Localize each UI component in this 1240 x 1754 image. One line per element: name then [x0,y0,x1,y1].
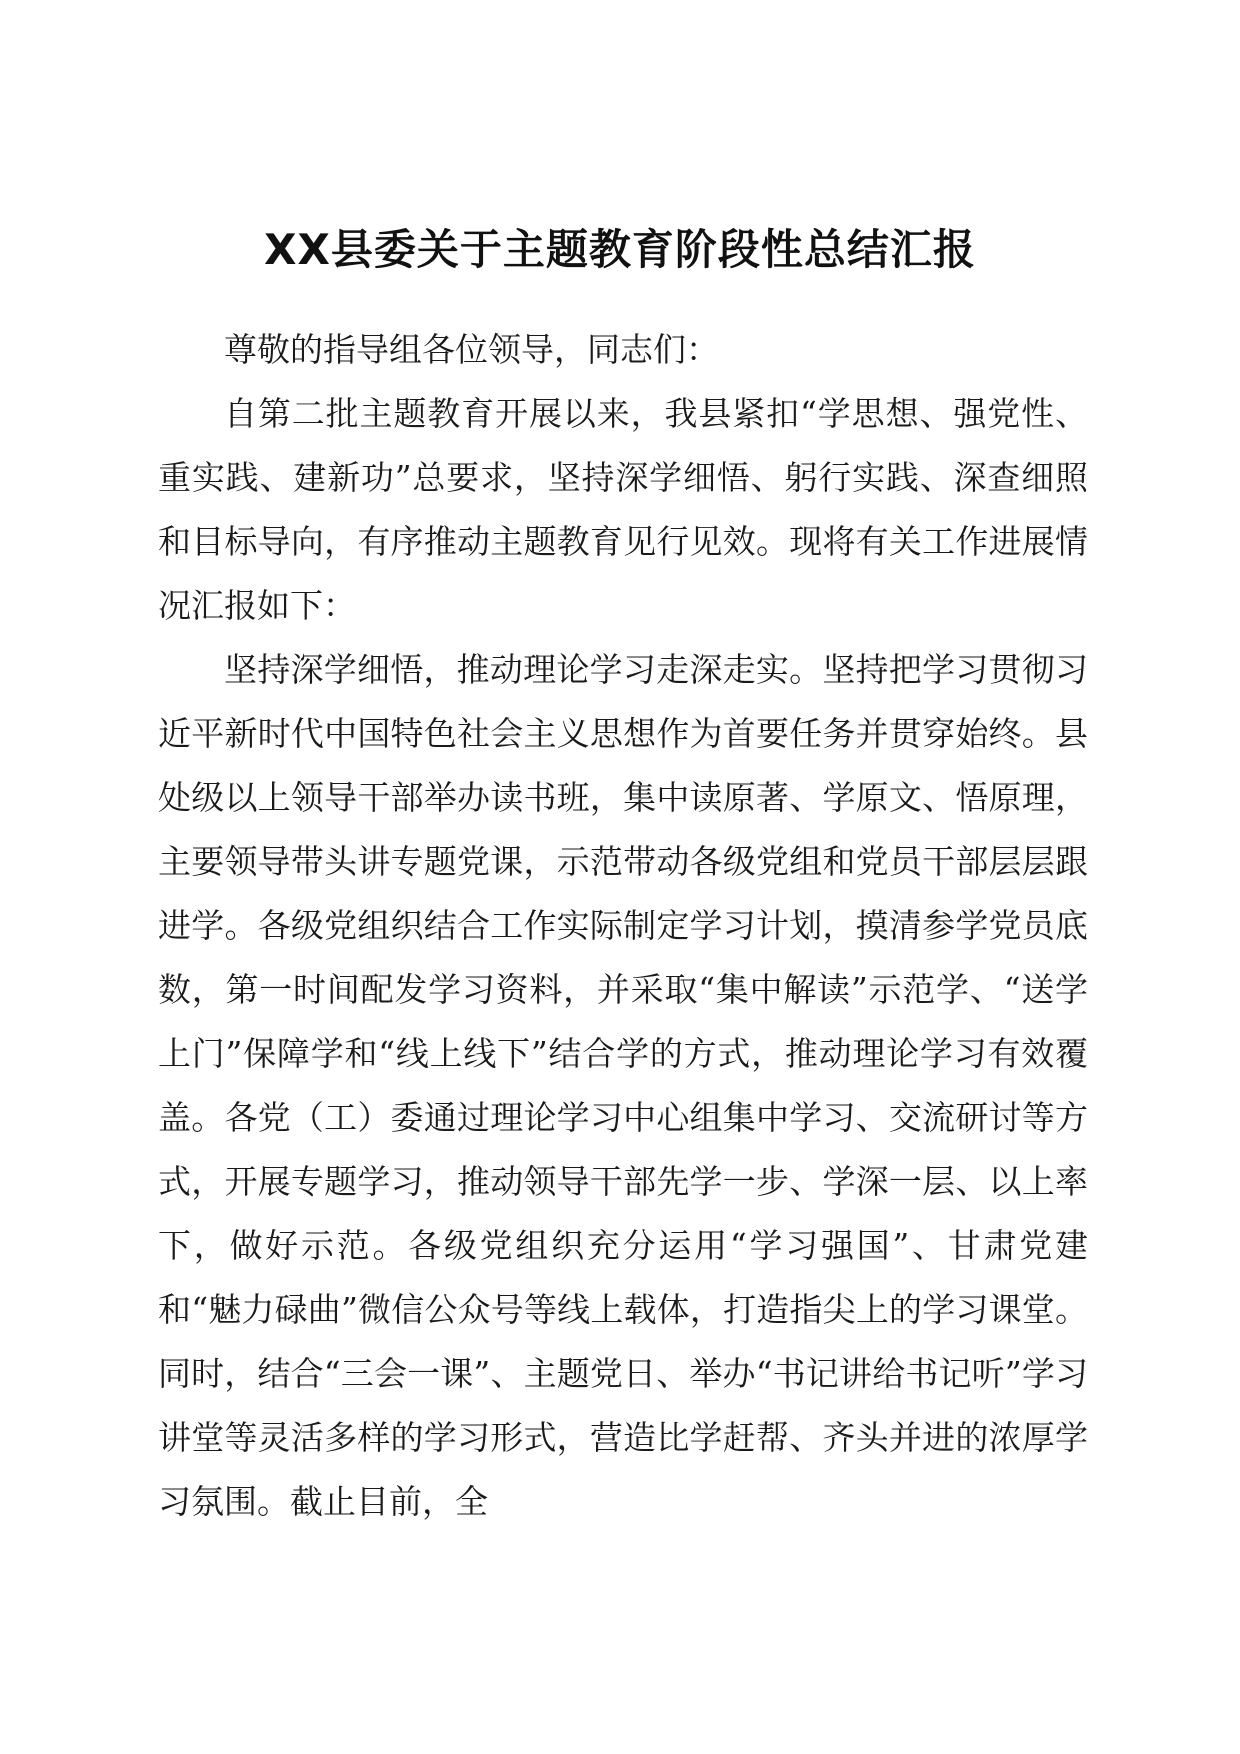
paragraph-intro: 自第二批主题教育开展以来，我县紧扣“学思想、强党性、重实践、建新功”总要求，坚持深学细悟、躬行实践、深查细照和目标导向，有序推动主题教育见行见效。现将有关工作进展情况汇报如下： [158,394,1088,625]
document-title: XX县委关于主题教育阶段性总结汇报 [264,225,976,274]
paragraph-theory-study: 坚持深学细悟，推动理论学习走深走实。坚持把学习贯彻习近平新时代中国特色社会主义思想作为首要任务并贯穿始终。县处级以上领导干部举办读书班，集中读原著、学原文、悟原理，主要领导带头讲专题党课，示范带动各级党组和党员干部层层跟进学。各级党组织结合工作实际制定学习计划，摸清参学党员底数，第一时间配发学习资料，并采取“集中解读”示范学、“送学上门”保障学和“线上线下”结合学的方式，推动理论学习有效覆盖。各党（工）委通过理论学习中心组集中学习、交流研讨等方式，开展专题学习，推动领导干部先学一步、学深一层、以上率下，做好示范。各级党组织充分运用“学习强国”、甘肃党建和“魅力碌曲”微信公众号等线上载体，打造指尖上的学习课堂。同时，结合“三会一课”、主题党日、举办“书记讲给书记听”学习讲堂等灵活多样的学习形式，营造比学赶帮、齐头并进的浓厚学习氛围。截止目前，全 [158,650,1088,1521]
document-body [158,318,1088,1534]
salutation: 尊敬的指导组各位领导，同志们： [224,330,719,369]
